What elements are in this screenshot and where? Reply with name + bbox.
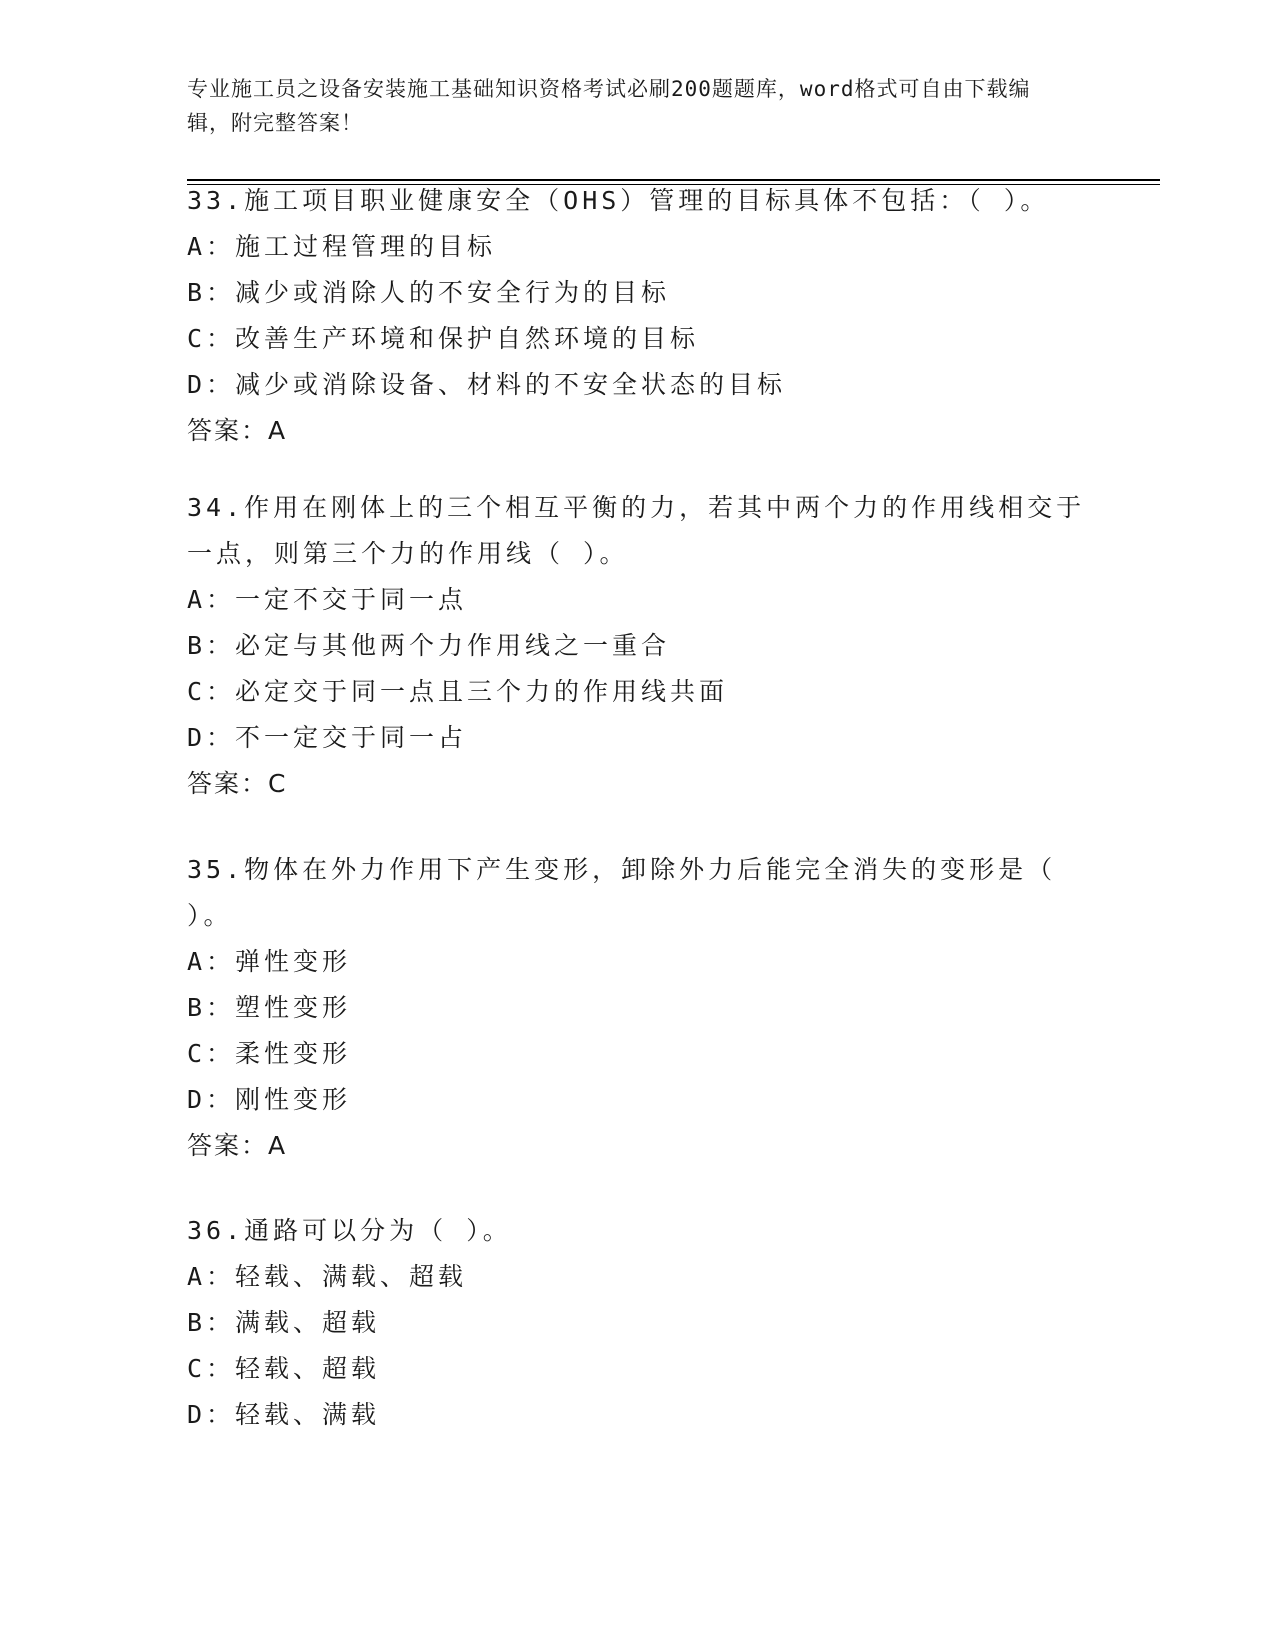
option-b: B：塑性变形 (187, 993, 352, 1022)
document-header: 专业施工员之设备安装施工基础知识资格考试必刷200题题库，word格式可自由下载编辑，附完整答案！ (187, 77, 1031, 135)
option-a: A：弹性变形 (187, 947, 352, 976)
question-stem: 34.作用在刚体上的三个相互平衡的力，若其中两个力的作用线相交于一点，则第三个力的作用线（ ）。 (187, 493, 1086, 568)
question-stem: 35.物体在外力作用下产生变形，卸除外力后能完全消失的变形是（ ）。 (187, 855, 1076, 930)
answer: 答案：A (187, 1131, 288, 1160)
option-b: B：必定与其他两个力作用线之一重合 (187, 631, 671, 660)
option-d: D：不一定交于同一占 (187, 723, 468, 752)
question-35 (187, 847, 1087, 1169)
question-36 (187, 1208, 1087, 1438)
answer: 答案：C (187, 769, 288, 798)
option-d: D：减少或消除设备、材料的不安全状态的目标 (187, 370, 787, 399)
question-34 (187, 485, 1087, 807)
option-d: D：轻载、满载 (187, 1400, 381, 1429)
option-c: C：改善生产环境和保护自然环境的目标 (187, 324, 700, 353)
option-d: D：刚性变形 (187, 1085, 352, 1114)
answer: 答案：A (187, 416, 288, 445)
option-c: C：轻载、超载 (187, 1354, 381, 1383)
option-c: C：柔性变形 (187, 1039, 352, 1068)
question-stem: 36.通路可以分为（ ）。 (187, 1216, 512, 1245)
question-33 (187, 178, 1087, 454)
option-a: A：轻载、满载、超载 (187, 1262, 468, 1291)
option-a: A：施工过程管理的目标 (187, 232, 497, 261)
option-c: C：必定交于同一点且三个力的作用线共面 (187, 677, 729, 706)
question-stem: 33.施工项目职业健康安全（OHS）管理的目标具体不包括：（ ）。 (187, 186, 1050, 215)
option-b: B：满载、超载 (187, 1308, 381, 1337)
option-b: B：减少或消除人的不安全行为的目标 (187, 278, 671, 307)
option-a: A：一定不交于同一点 (187, 585, 468, 614)
